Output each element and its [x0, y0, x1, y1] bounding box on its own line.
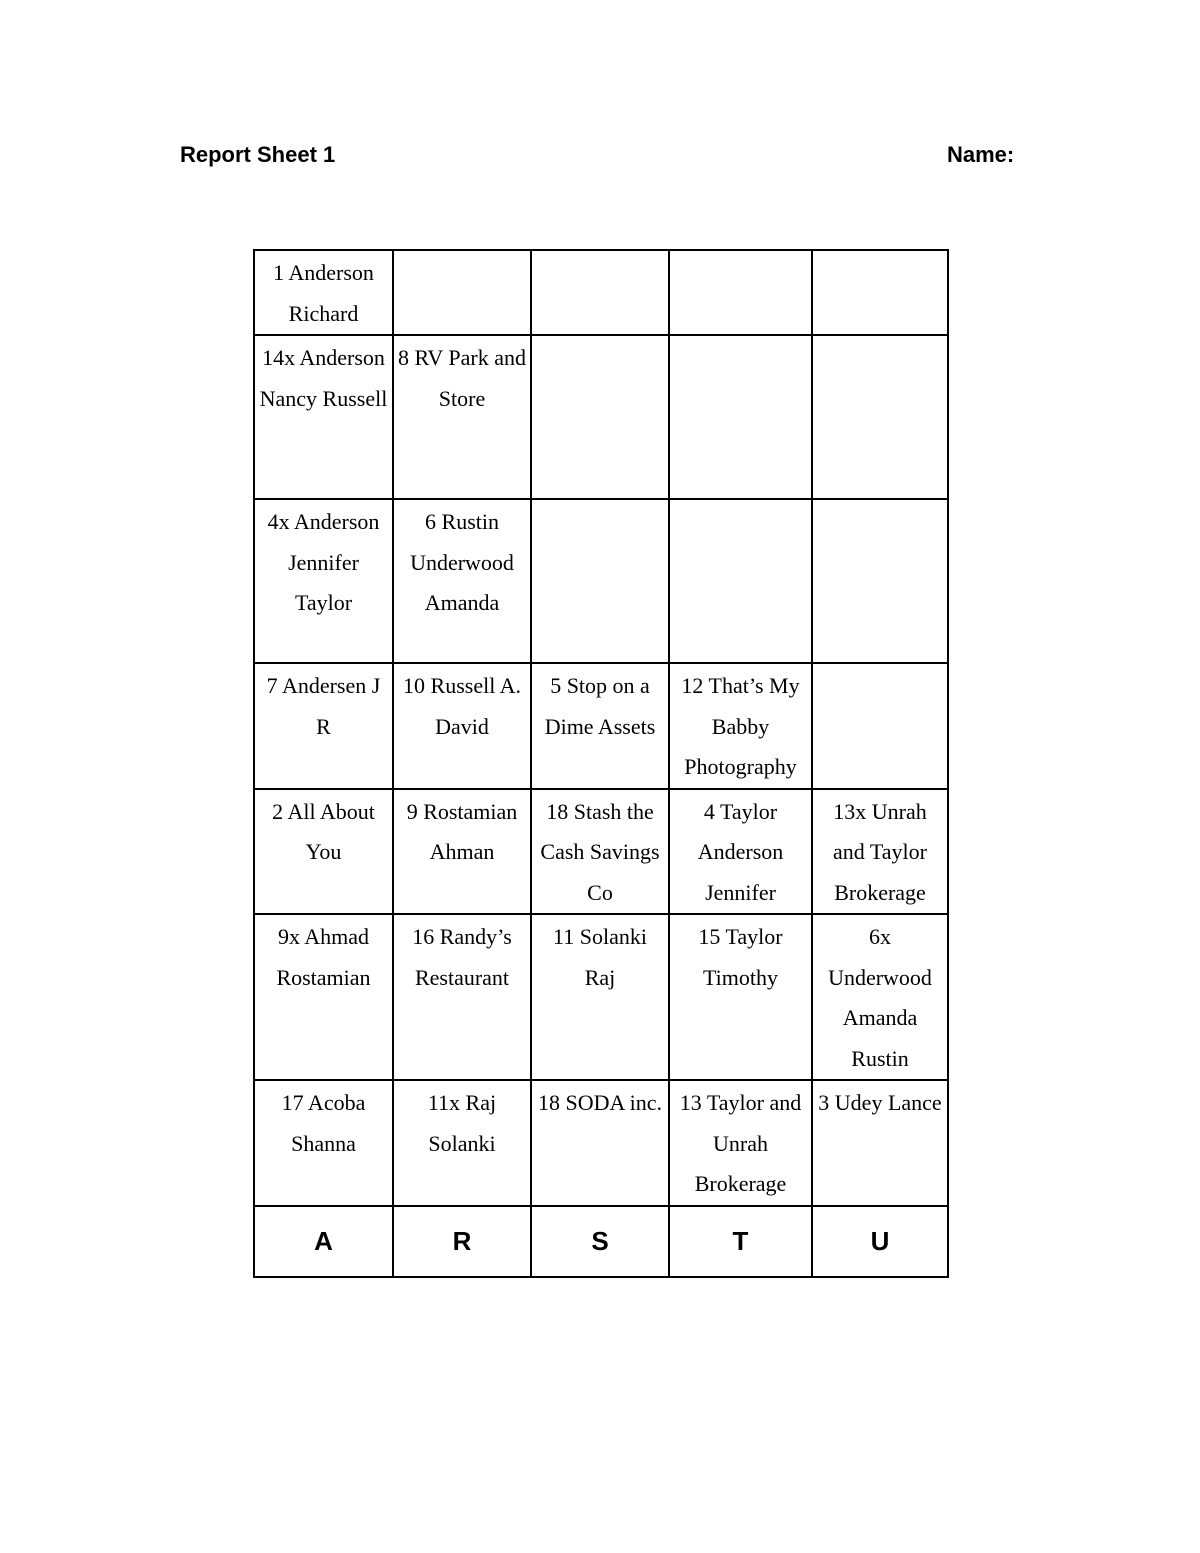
table-cell: 9 Rostamian Ahman — [393, 789, 531, 915]
table-cell: 4x Anderson Jennifer Taylor — [254, 499, 393, 663]
table-cell: 11 Solanki Raj — [531, 914, 669, 1080]
table-cell: 17 Acoba Shanna — [254, 1080, 393, 1206]
table-cell — [812, 250, 948, 335]
table-cell — [531, 250, 669, 335]
table-cell: 6 Rustin Underwood Amanda — [393, 499, 531, 663]
table-cell: 9x Ahmad Rostamian — [254, 914, 393, 1080]
table-cell: 18 Stash the Cash Savings Co — [531, 789, 669, 915]
column-letter: U — [812, 1206, 948, 1277]
table-cell: 1 Anderson Richard — [254, 250, 393, 335]
table-cell: 13 Taylor and Unrah Brokerage — [669, 1080, 812, 1206]
table-row — [254, 499, 948, 663]
report-table — [253, 249, 949, 1278]
table-cell — [812, 663, 948, 789]
table-cell: 15 Taylor Timothy — [669, 914, 812, 1080]
report-title: Report Sheet 1 — [180, 142, 336, 167]
column-letter-row — [254, 1206, 948, 1277]
table-cell: 5 Stop on a Dime Assets — [531, 663, 669, 789]
table-cell — [669, 250, 812, 335]
table-row — [254, 914, 948, 1080]
table-cell — [812, 499, 948, 663]
table-cell: 6x Underwood Amanda Rustin — [812, 914, 948, 1080]
table-cell: 14x Anderson Nancy Russell — [254, 335, 393, 499]
table-cell: 18 SODA inc. — [531, 1080, 669, 1206]
table-cell: 7 Andersen J R — [254, 663, 393, 789]
table-cell — [669, 335, 812, 499]
column-letter: T — [669, 1206, 812, 1277]
table-cell — [531, 335, 669, 499]
table-row — [254, 335, 948, 499]
table-cell: 4 Taylor Anderson Jennifer — [669, 789, 812, 915]
table-cell — [812, 335, 948, 499]
table-cell: 3 Udey Lance — [812, 1080, 948, 1206]
table-cell — [531, 499, 669, 663]
table-row — [254, 250, 948, 335]
table-row — [254, 789, 948, 915]
table-cell: 2 All About You — [254, 789, 393, 915]
table-cell: 12 That’s My Babby Photography — [669, 663, 812, 789]
table-cell — [393, 250, 531, 335]
table-cell: 13x Unrah and Taylor Brokerage — [812, 789, 948, 915]
table-cell: 16 Randy’s Restaurant — [393, 914, 531, 1080]
table-row — [254, 663, 948, 789]
table-row — [254, 1080, 948, 1206]
column-letter: A — [254, 1206, 393, 1277]
column-letter: R — [393, 1206, 531, 1277]
table-cell — [669, 499, 812, 663]
table-cell: 10 Russell A. David — [393, 663, 531, 789]
table-cell: 8 RV Park and Store — [393, 335, 531, 499]
table-cell: 11x Raj Solanki — [393, 1080, 531, 1206]
column-letter: S — [531, 1206, 669, 1277]
name-label: Name: — [947, 142, 1015, 167]
